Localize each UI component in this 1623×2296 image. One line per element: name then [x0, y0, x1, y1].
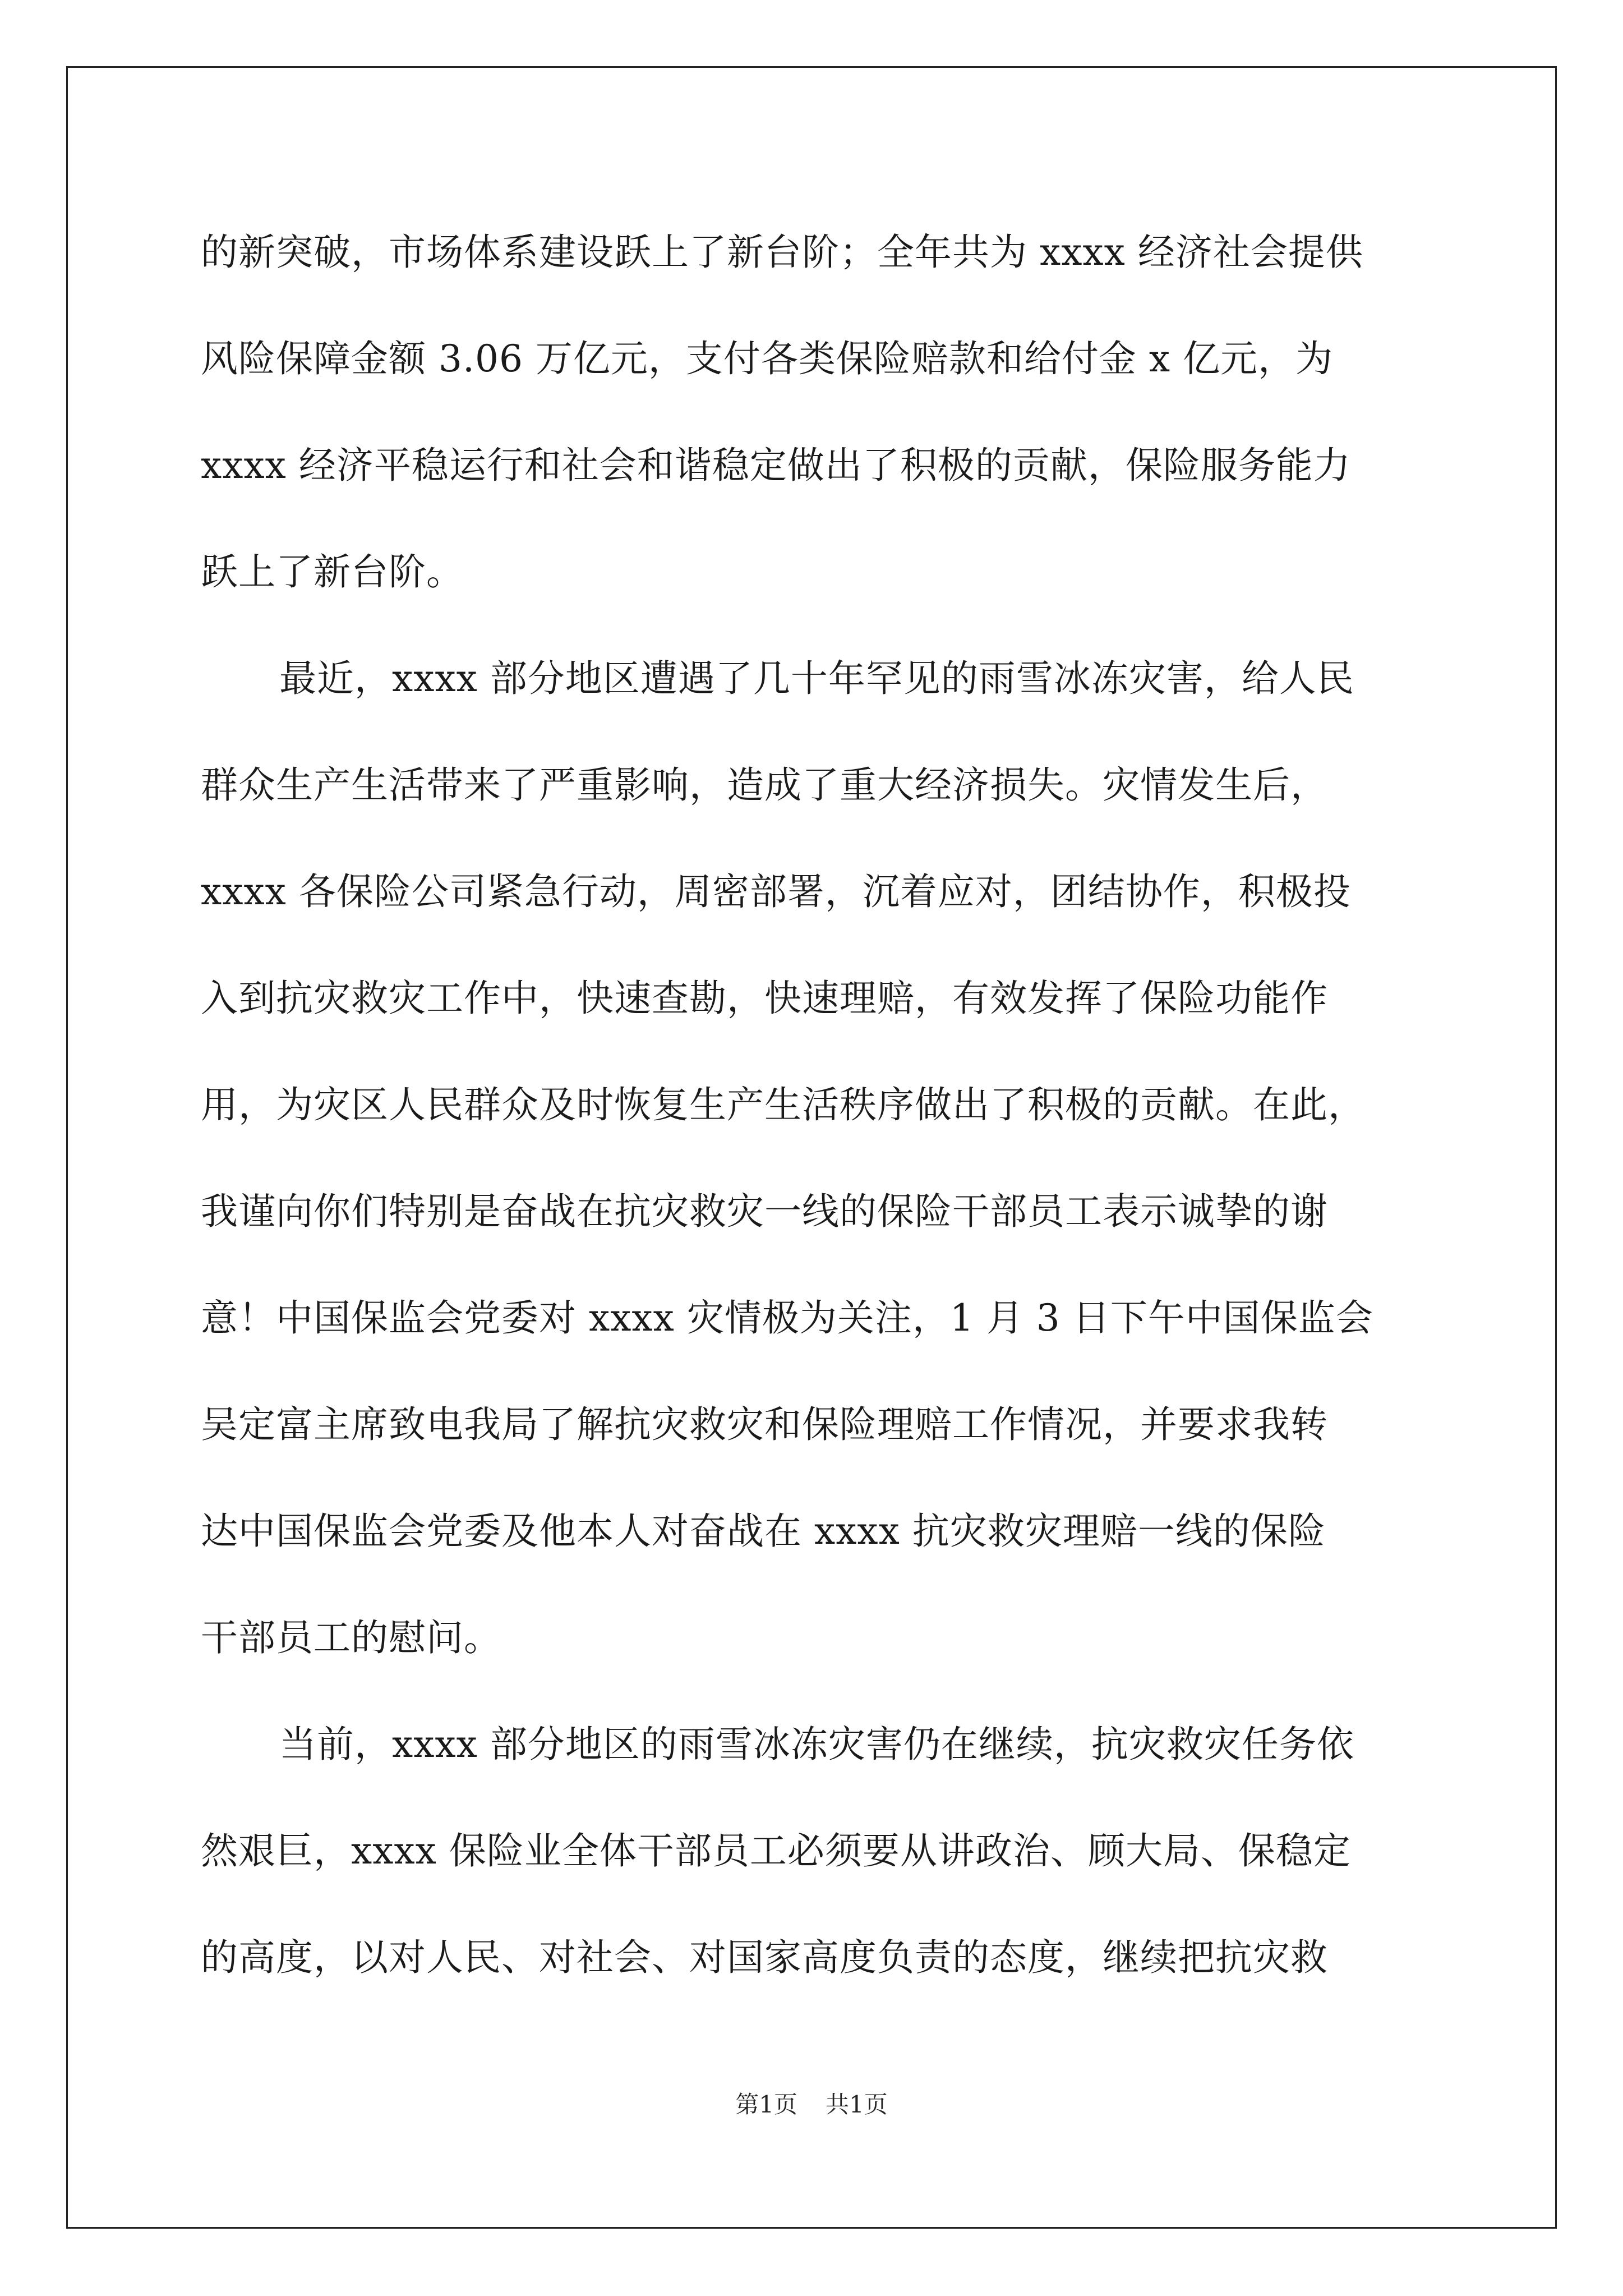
- text-line: 然艰巨，xxxx 保险业全体干部员工必须要从讲政治、顾大局、保稳定: [201, 1829, 1351, 1872]
- text-line: 干部员工的慰问。: [201, 1616, 501, 1659]
- page-total: 共1页: [826, 2091, 888, 2118]
- text-line: 群众生产生活带来了严重影响，造成了重大经济损失。灾情发生后，: [201, 763, 1328, 807]
- text-line: 的新突破，市场体系建设跃上了新台阶；全年共为 xxxx 经济社会提供: [201, 231, 1363, 274]
- text-line: 我谨向你们特别是奋战在抗灾救灾一线的保险干部员工表示诚挚的谢: [201, 1190, 1328, 1233]
- paragraph-start-line: 最近，xxxx 部分地区遭遇了几十年罕见的雨雪冰冻灾害，给人民: [279, 657, 1354, 700]
- text-line: xxxx 经济平稳运行和社会和谐稳定做出了积极的贡献，保险服务能力: [201, 444, 1351, 487]
- text-line: 意！中国保监会党委对 xxxx 灾情极为关注，1 月 3 日下午中国保监会: [201, 1296, 1373, 1340]
- paragraph-start-line: 当前，xxxx 部分地区的雨雪冰冻灾害仍在继续，抗灾救灾任务依: [279, 1723, 1354, 1766]
- page-number: 第1页: [735, 2091, 797, 2118]
- text-line: xxxx 各保险公司紧急行动，周密部署，沉着应对，团结协作，积极投: [201, 870, 1351, 913]
- text-line: 入到抗灾救灾工作中，快速查勘，快速理赔，有效发挥了保险功能作: [201, 977, 1328, 1020]
- page-footer: [0, 2088, 1623, 2122]
- text-line: 跃上了新台阶。: [201, 550, 464, 593]
- text-line: 用，为灾区人民群众及时恢复生产生活秩序做出了积极的贡献。在此，: [201, 1083, 1366, 1126]
- text-line: 吴定富主席致电我局了解抗灾救灾和保险理赔工作情况，并要求我转: [201, 1403, 1328, 1446]
- document-body: [201, 213, 1435, 2025]
- text-line: 的高度，以对人民、对社会、对国家高度负责的态度，继续把抗灾救: [201, 1936, 1328, 1979]
- text-line: 风险保障金额 3.06 万亿元，支付各类保险赔款和给付金 x 亿元，为: [201, 337, 1334, 380]
- text-line: 达中国保监会党委及他本人对奋战在 xxxx 抗灾救灾理赔一线的保险: [201, 1510, 1326, 1553]
